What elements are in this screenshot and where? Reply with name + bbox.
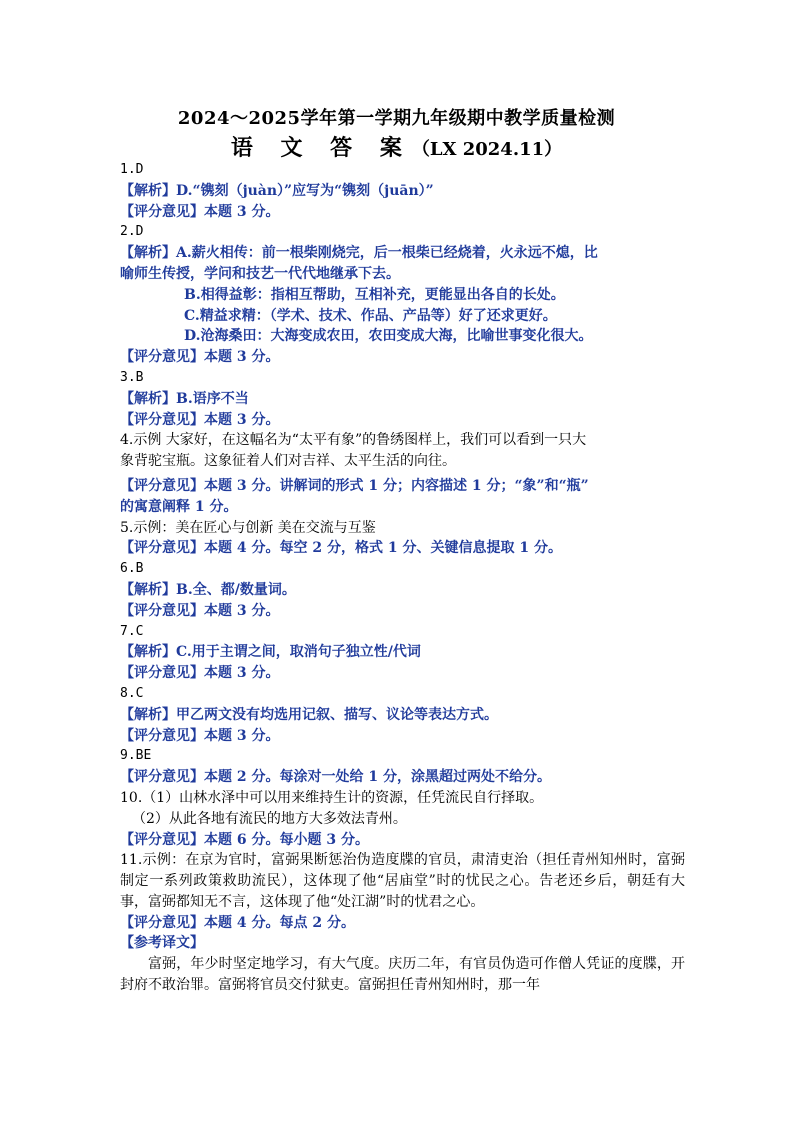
scoring-label: 【评分意见】 [120,727,204,744]
analysis-label: 【解析】 [120,390,176,407]
q10-answer-1: 10.（1）山林水泽中可以用来维持生计的资源，任凭流民自行择取。 [120,789,544,806]
q5-answer: 5.示例：美在匠心与创新 美在交流与互鉴 [120,519,376,536]
subtitle-code: （LX 2024.11） [411,139,563,160]
q9-answer: 9.BE [120,748,152,764]
scoring-label: 【评分意见】 [120,411,204,428]
q1-answer: 1.D [120,162,144,177]
document-title: 2024～2025学年第一学期九年级期中教学质量检测 [177,108,616,129]
answer-content [120,160,685,996]
translation-heading: 【参考译文】 [120,935,204,952]
q2-analysis-a-cont: 喻师生传授，学问和技艺一代代地继承下去。 [120,265,400,282]
q7-score-text: 本题 3 分。 [204,665,280,682]
scoring-label: 【评分意见】 [120,769,204,786]
q3-score-text: 本题 3 分。 [204,411,280,428]
q4-score-text: 本题 3 分。讲解词的形式 1 分；内容描述 1 分；“象”和“瓶” [204,477,589,494]
q6-analysis [120,580,685,601]
subtitle-main: 语 文 答 案 [230,135,412,161]
q8-analysis-text: 甲乙两文没有均选用记叙、描写、议论等表达方式。 [176,706,498,723]
q6-score-text: 本题 3 分。 [204,602,280,619]
scoring-label: 【评分意见】 [120,602,204,619]
q2-score-text: 本题 3 分。 [204,349,280,366]
q5-scoring [120,538,685,559]
q11-scoring [120,913,685,934]
q7-analysis [120,642,685,663]
scoring-label: 【评分意见】 [120,831,204,848]
q4-answer-line2: 象背驼宝瓶。这象征着人们对吉祥、太平生活的向往。 [120,453,456,470]
scoring-label: 【评分意见】 [120,203,204,220]
q4-scoring-cont: 的寓意阐释 1 分。 [120,498,238,515]
analysis-label: 【解析】 [120,581,176,598]
q10-scoring [120,830,685,851]
translation-text: 富弼，年少时坚定地学习，有大气度。庆历二年，有官员伪造可作僧人凭证的度牒，开封府不敢治罪。富弼将官员交付狱吏。富弼担任青州知州时，那一年 [120,956,685,994]
scoring-label: 【评分意见】 [120,477,204,494]
q2-answer: 2.D [120,224,144,240]
scoring-label: 【评分意见】 [120,540,204,557]
q1-analysis-text: D.“镌刻（juàn）”应写为“镌刻（juān）” [176,182,434,199]
q4-scoring [120,476,685,497]
q1-scoring [120,202,685,223]
q7-scoring [120,663,685,684]
q2-analysis-a-text: A.薪火相传：前一根柴刚烧完，后一根柴已经烧着，火永远不熄，比 [176,245,598,262]
q7-analysis-text: C.用于主谓之间，取消句子独立性/代词 [176,644,421,661]
q5-score-text: 本题 4 分。每空 2 分，格式 1 分、关键信息提取 1 分。 [204,540,562,557]
analysis-label: 【解析】 [120,245,176,262]
q8-score-text: 本题 3 分。 [204,727,280,744]
q1-analysis [120,181,685,202]
q6-scoring [120,601,685,622]
q10-answer-2: （2）从此各地有流民的地方大多效法青州。 [132,810,407,827]
analysis-label: 【解析】 [120,644,176,661]
analysis-label: 【解析】 [120,182,176,199]
q9-score-text: 本题 2 分。每涂对一处给 1 分，涂黑超过两处不给分。 [204,769,551,786]
q8-scoring [120,726,685,747]
q2-scoring [120,347,685,368]
q2-analysis-b: B.相得益彰：指相互帮助，互相补充，更能显出各自的长处。 [184,286,565,303]
q11-score-text: 本题 4 分。每点 2 分。 [204,914,355,931]
q1-score-text: 本题 3 分。 [204,203,280,220]
q4-answer-line1: 4.示例 大家好，在这幅名为“太平有象”的鲁绣图样上，我们可以看到一只大 [120,432,587,449]
analysis-label: 【解析】 [120,706,176,723]
q7-answer: 7.C [120,623,144,639]
q2-analysis-a [120,243,685,264]
q3-analysis-text: B.语序不当 [176,390,249,407]
q6-answer: 6.B [120,561,144,577]
q3-analysis [120,389,685,410]
q2-analysis-d: D.沧海桑田：大海变成农田，农田变成大海，比喻世事变化很大。 [184,328,593,345]
scoring-label: 【评分意见】 [120,914,204,931]
q6-analysis-text: B.全、都/数量词。 [176,581,296,598]
q10-score-text: 本题 6 分。每小题 3 分。 [204,831,369,848]
q3-scoring [120,410,685,431]
document-subtitle [0,131,793,162]
q8-answer: 8.C [120,685,144,701]
q2-analysis-c: C.精益求精：（学术、技术、作品、产品等）好了还求更好。 [184,307,557,324]
scoring-label: 【评分意见】 [120,665,204,682]
q3-answer: 3.B [120,369,144,385]
q11-answer: 11.示例：在京为官时，富弼果断惩治伪造度牒的官员，肃清吏治（担任青州知州时，富弼制定一系列政策救助流民），这体现了他“居庙堂”时的忧民之心。告老还乡后，朝廷有大事，富弼都知无不言，这体现了他“处江湖”时的忧君之心。 [120,852,685,910]
scoring-label: 【评分意见】 [120,349,204,366]
q9-scoring [120,767,685,788]
q8-analysis [120,705,685,726]
